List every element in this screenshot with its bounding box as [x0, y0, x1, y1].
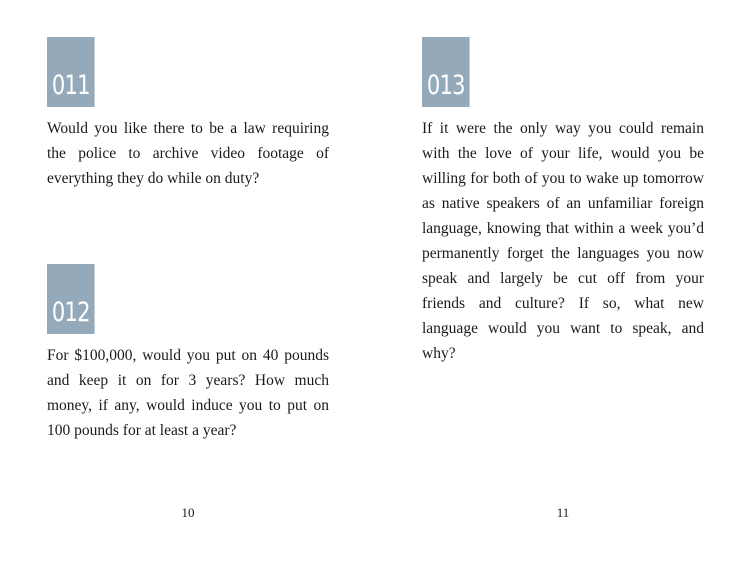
- question-text: Would you like there to be a law requiring the police to archive video footage of everything they do while on duty?: [47, 120, 329, 187]
- question-number-badge: [422, 37, 470, 107]
- question-text: For $100,000, would you put on 40 pounds and keep it on for 3 years? How much money, if any, would induce you to put on 100 pounds for at least a year?: [47, 347, 329, 439]
- right-page: [375, 0, 750, 563]
- question-number-badge: [47, 264, 95, 334]
- question-number: 012: [51, 297, 90, 328]
- question-number: 013: [426, 70, 465, 101]
- question-text: If it were the only way you could remain with the love of your life, would you be willing for both of you to wake up tomorrow as native speakers of an unfamiliar foreign language, knowing that within a week you’d permanently forget the languages you now speak and largely be cut off from your friends and culture? If so, what new language would you want to speak, and why?: [422, 120, 704, 362]
- question-number: 011: [51, 70, 90, 101]
- page-number: 11: [556, 505, 570, 520]
- page-number: 10: [181, 505, 195, 520]
- question-number-badge: [47, 37, 95, 107]
